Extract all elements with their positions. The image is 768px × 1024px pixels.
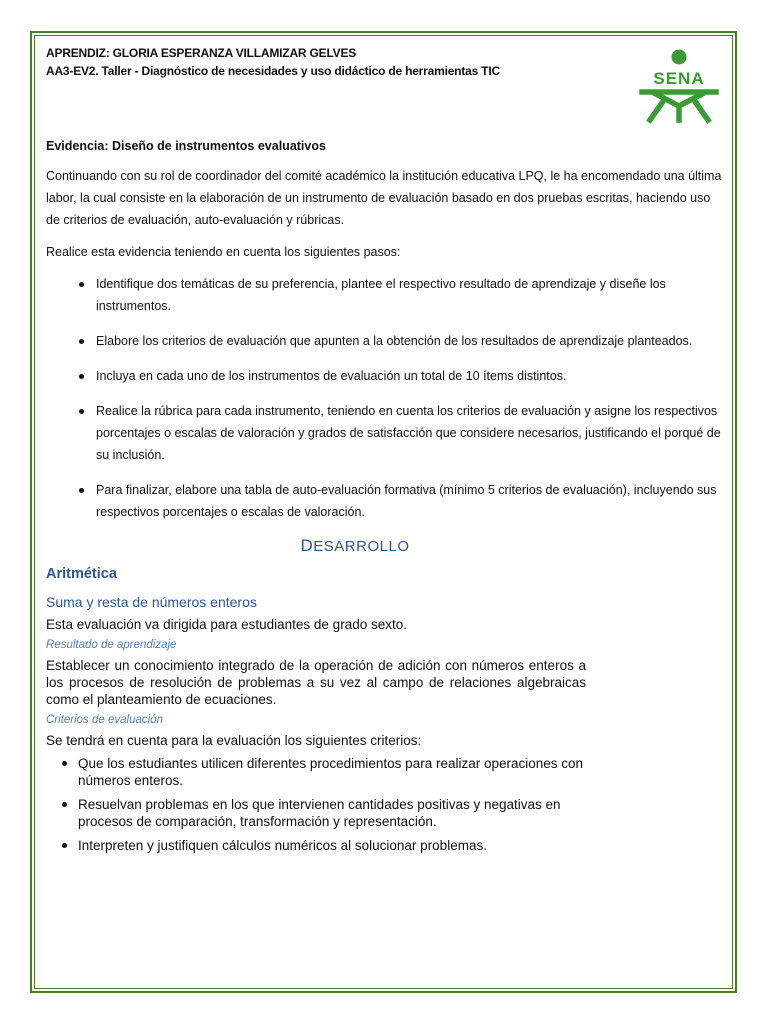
steps-lead: Realice esta evidencia teniendo en cuenta los siguientes pasos: (46, 245, 401, 259)
activity-title: AA3-EV2. Taller - Diagnóstico de necesidades y uso didáctico de herramientas TIC (46, 64, 500, 78)
step-item: Identifique dos temáticas de su preferencia, plantee el respectivo resultado de aprendizaje y diseñe los instrumentos. (96, 273, 724, 317)
step-item: Realice la rúbrica para cada instrumento, teniendo en cuenta los criterios de evaluación y asigne los respectivos porcentajes o escalas de valoración y grados de satisfacción que considere necesarios, justificando el porqué de su inclusión. (96, 400, 724, 466)
document-content (46, 44, 724, 861)
criteria-item: Que los estudiantes utilicen diferentes procedimientos para realizar operaciones con números enteros. (78, 755, 598, 789)
evidence-title: Evidencia: Diseño de instrumentos evaluativos (46, 139, 326, 153)
step-item: Elabore los criterios de evaluación que apunten a la obtención de los resultados de aprendizaje planteados. (96, 330, 724, 352)
outcome-label: Resultado de aprendizaje (46, 639, 177, 651)
steps-list (46, 273, 724, 523)
criteria-list (46, 755, 598, 854)
criteria-item: Interpreten y justifiquen cálculos numéricos al solucionar problemas. (78, 837, 598, 854)
student-name: APRENDIZ: GLORIA ESPERANZA VILLAMIZAR GELVES (46, 46, 357, 60)
step-item: Para finalizar, elabore una tabla de auto-evaluación formativa (mínimo 5 criterios de evaluación), incluyendo sus respectivos porcentajes o escalas de valoración. (96, 479, 724, 523)
step-item: Incluya en cada uno de los instrumentos de evaluación un total de 10 ítems distintos. (96, 365, 724, 387)
logo-text: SENA (653, 69, 705, 88)
development-heading-initial: D (300, 536, 314, 555)
subject-heading: Aritmética (46, 566, 117, 582)
sena-logo-icon (636, 48, 722, 124)
audience-text: Esta evaluación va dirigida para estudiantes de grado sexto. (46, 617, 407, 632)
intro-paragraph: Continuando con su rol de coordinador del comité académico la institución educativa LPQ, le ha encomendado una última labor, la cual consiste en la elaboración de un instrumento de evaluación basado en dos pruebas escritas, haciendo uso de criterios de evaluación, auto-evaluación y rúbricas. (46, 169, 722, 227)
criteria-lead: Se tendrá en cuenta para la evaluación los siguientes criterios: (46, 733, 422, 748)
document-header (46, 44, 724, 122)
criteria-label: Criterios de evaluación (46, 714, 163, 726)
development-heading (46, 536, 724, 556)
development-heading-rest: ESARROLLO (313, 538, 410, 555)
topic-heading: Suma y resta de números enteros (46, 594, 257, 610)
outcome-text: Establecer un conocimiento integrado de la operación de adición con números enteros a los procesos de resolución de problemas a su vez al campo de relaciones algebraicas como el planteamiento de ecuaciones. (46, 658, 586, 707)
criteria-item: Resuelvan problemas en los que intervienen cantidades positivas y negativas en procesos de comparación, transformación y representación. (78, 796, 598, 830)
